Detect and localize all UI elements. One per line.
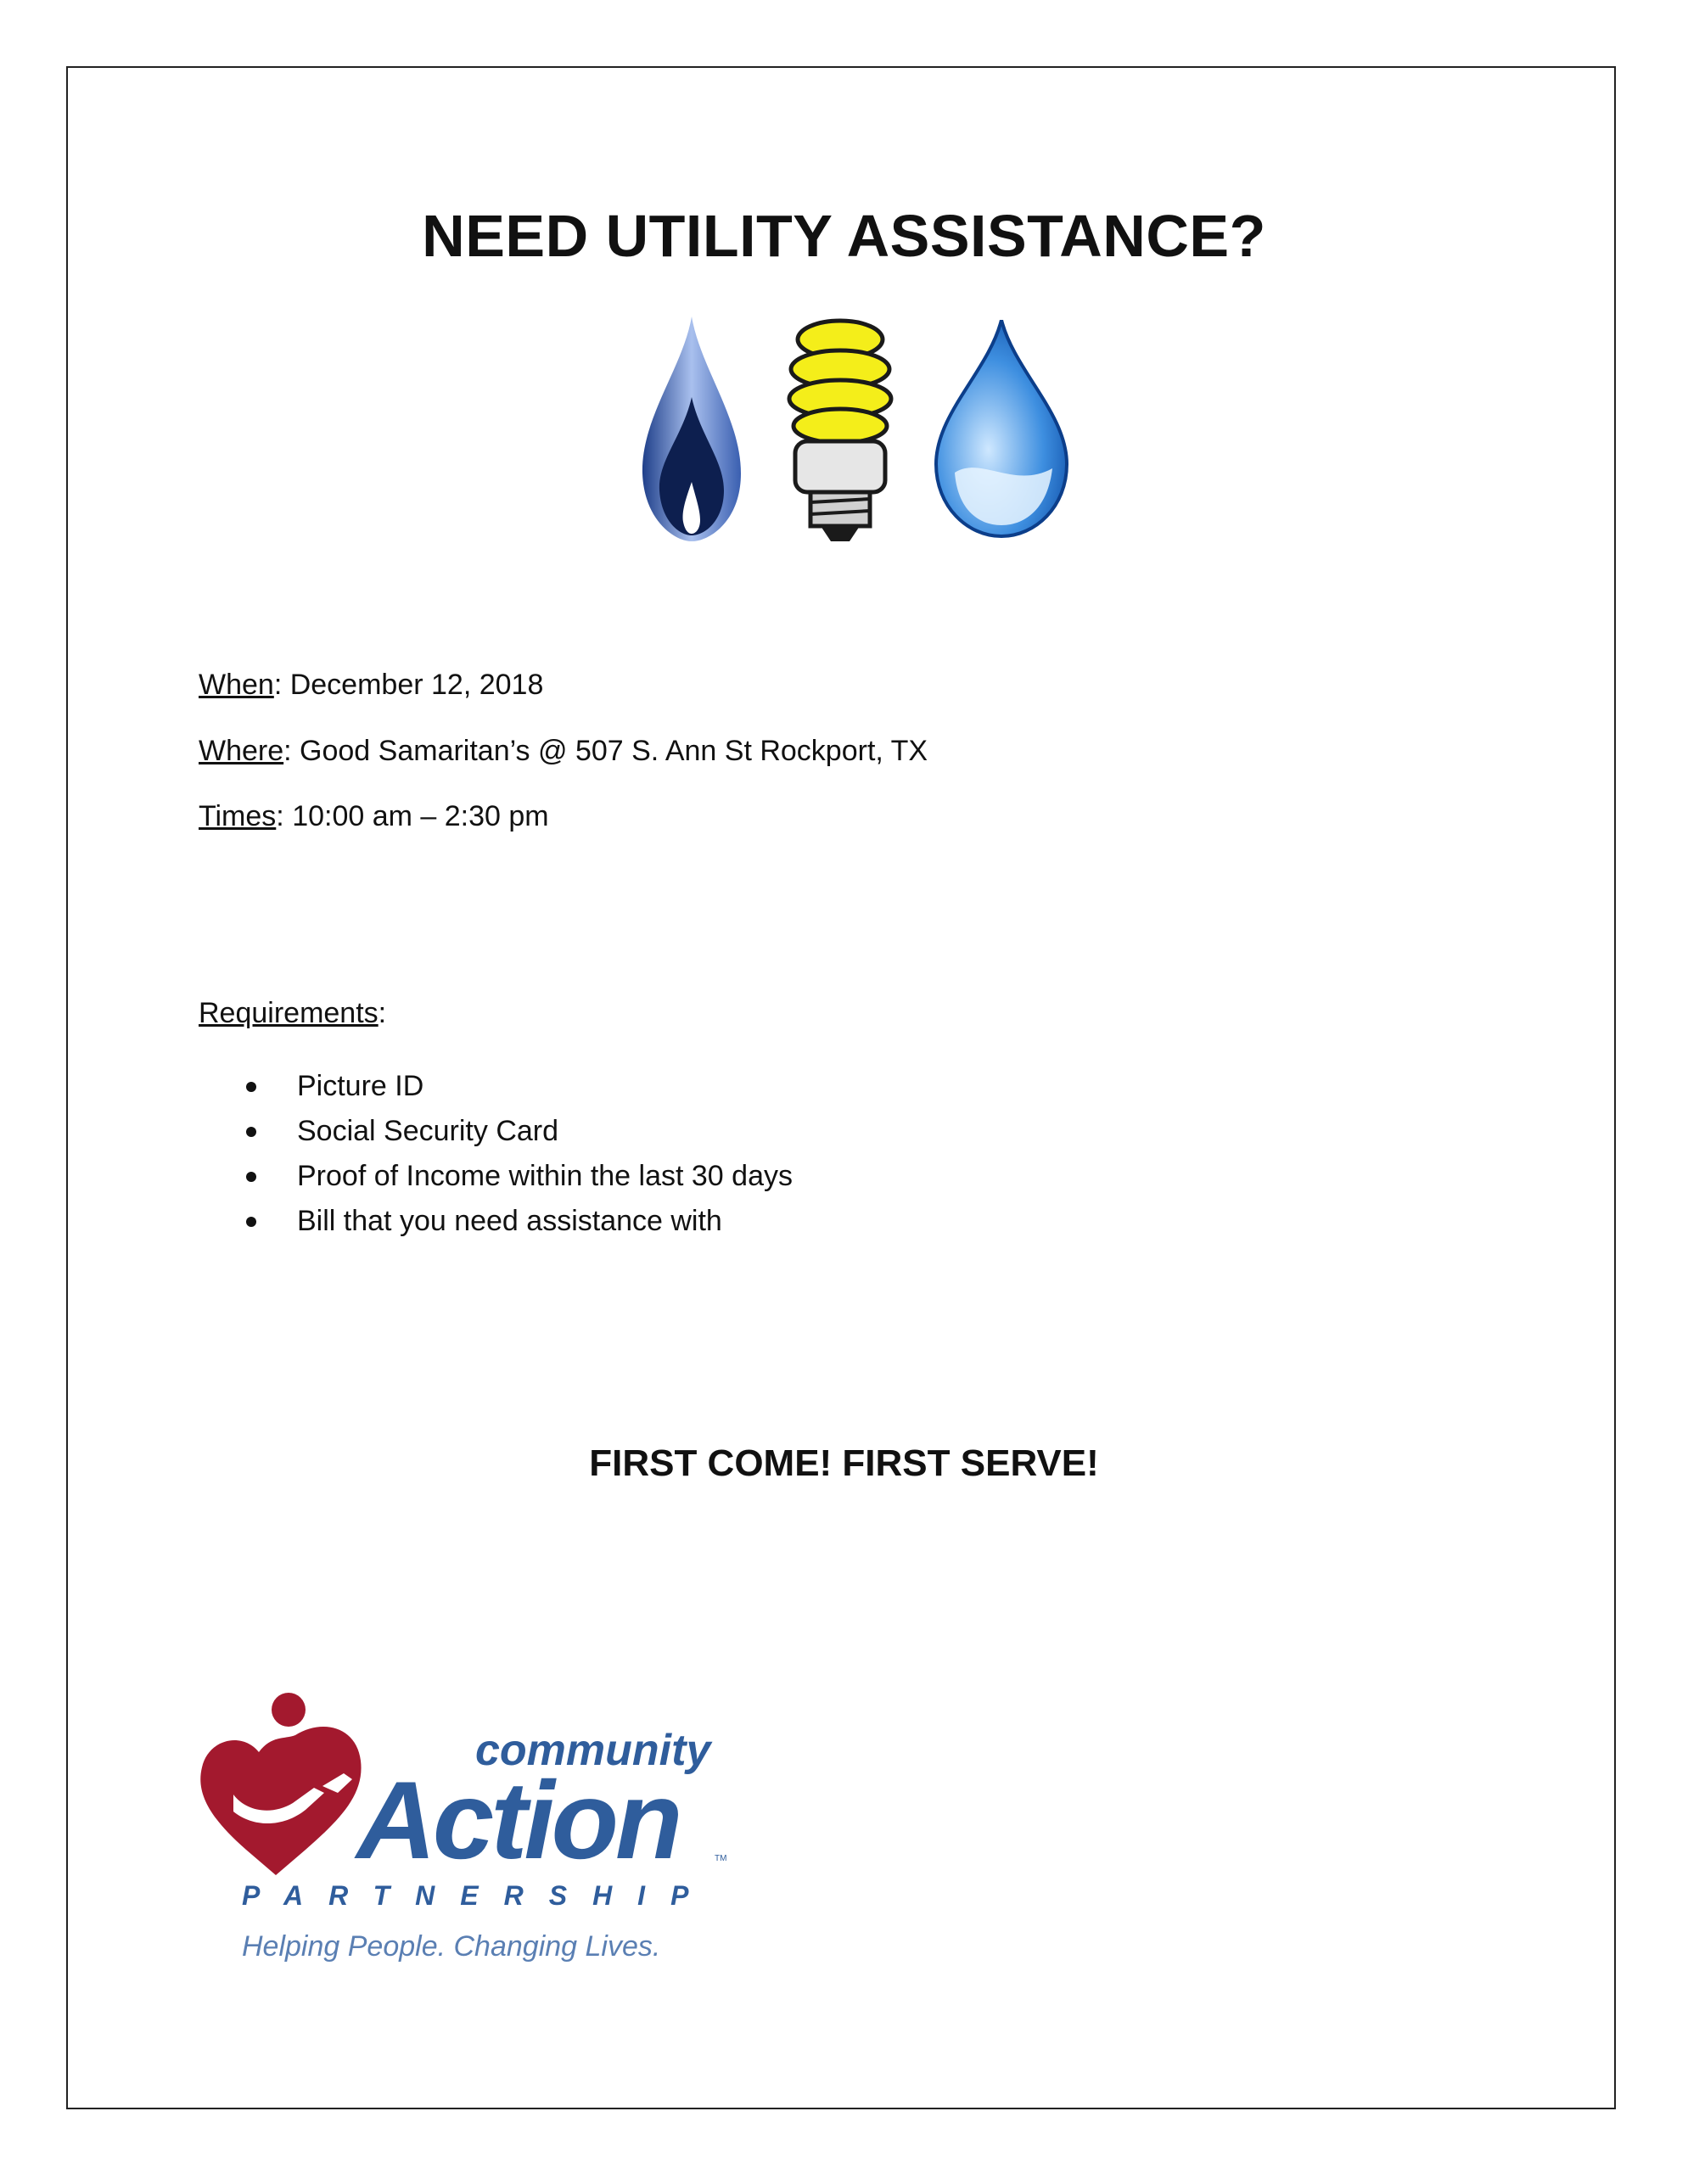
community-action-logo — [195, 1693, 747, 1981]
slogan: FIRST COME! FIRST SERVE! — [589, 1442, 1099, 1484]
requirement-text: Social Security Card — [297, 1115, 559, 1147]
bullet-icon — [246, 1127, 256, 1137]
where-line — [199, 735, 928, 768]
logo-word-action: Action — [356, 1758, 680, 1882]
requirements-heading — [199, 997, 386, 1030]
requirement-text: Picture ID — [297, 1070, 424, 1102]
times-line — [199, 800, 549, 833]
water-drop-icon — [929, 320, 1074, 540]
times-value: : 10:00 am – 2:30 pm — [276, 800, 549, 832]
logo-word-partnership: PARTNERSHIP — [242, 1880, 715, 1911]
times-label: Times — [199, 800, 277, 832]
where-label: Where — [199, 735, 284, 767]
when-value: : December 12, 2018 — [273, 669, 544, 701]
logo-tagline: Helping People. Changing Lives. — [242, 1930, 661, 1963]
bullet-icon — [246, 1217, 256, 1227]
list-item — [246, 1064, 793, 1109]
gas-flame-icon — [632, 316, 751, 546]
when-line — [199, 669, 543, 702]
bullet-icon — [246, 1172, 256, 1182]
list-item — [246, 1109, 793, 1154]
logo-word-community: community — [475, 1726, 711, 1775]
requirements-list — [246, 1064, 793, 1244]
requirements-label: Requirements — [199, 997, 379, 1029]
utility-icons — [594, 310, 1082, 564]
requirements-colon: : — [378, 997, 387, 1029]
where-value: : Good Samaritan’s @ 507 S. Ann St Rockport, TX — [283, 735, 928, 767]
heart-person-icon — [200, 1693, 361, 1875]
bullet-icon — [246, 1082, 256, 1092]
list-item — [246, 1154, 793, 1199]
logo-tm: TM — [715, 1854, 727, 1863]
when-label: When — [199, 669, 274, 701]
list-item — [246, 1199, 793, 1244]
page-title: NEED UTILITY ASSISTANCE? — [422, 203, 1266, 269]
light-bulb-icon — [777, 314, 904, 552]
requirement-text: Proof of Income within the last 30 days — [297, 1160, 793, 1192]
requirement-text: Bill that you need assistance with — [297, 1205, 722, 1237]
